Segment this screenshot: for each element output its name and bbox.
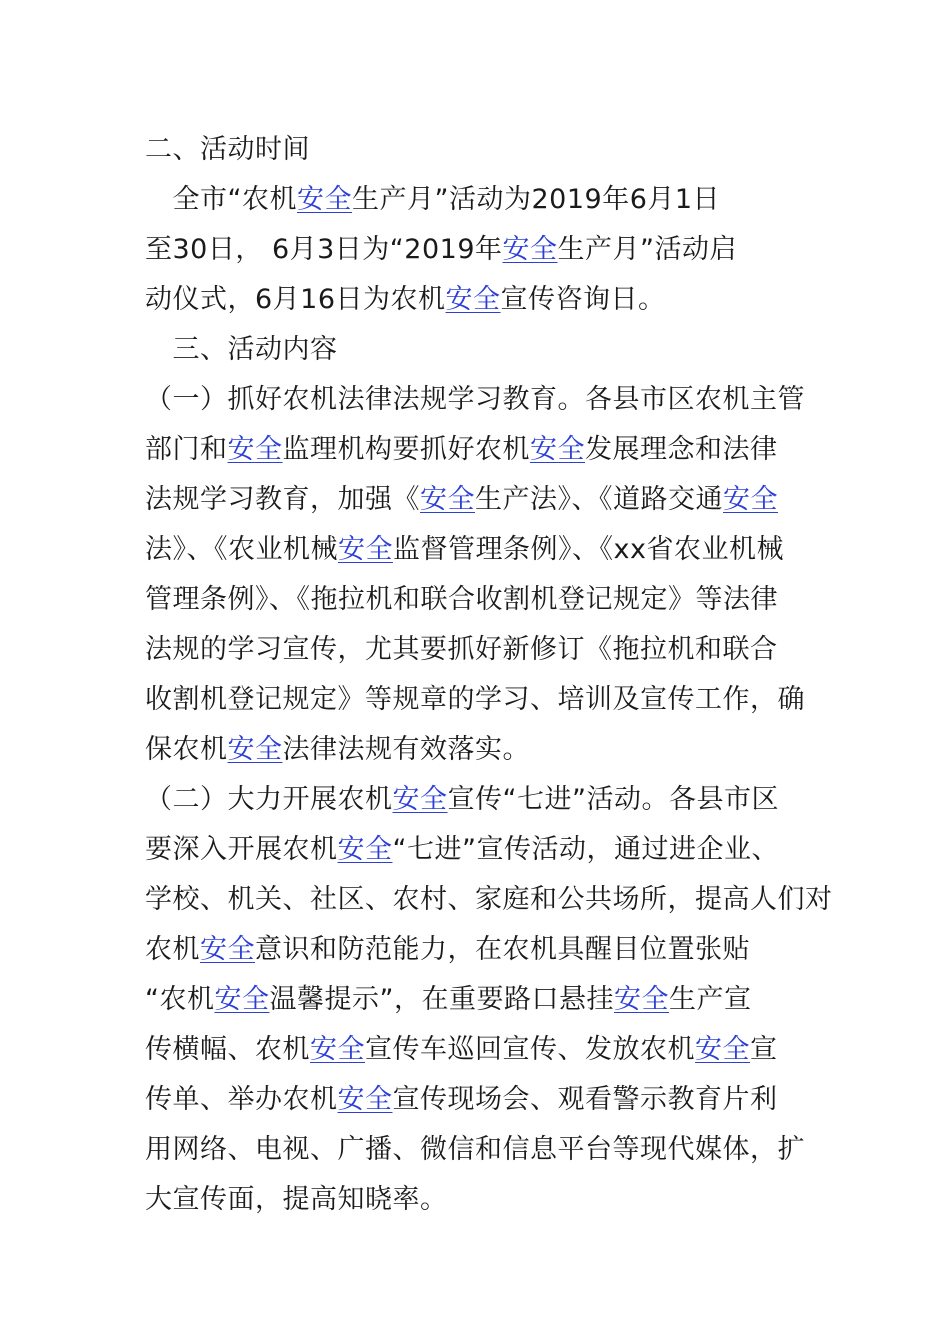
text-segment: 传横幅、农机 [145,1034,310,1065]
paragraph-line [145,925,750,975]
text-segment: 宣传“七进”活动。各县市区 [447,784,779,815]
keyword-link[interactable]: 安全 [614,984,669,1015]
text-segment: 监理机构要抓好农机 [282,434,530,465]
paragraph-line [145,275,666,325]
text-segment: 部门和 [145,434,228,465]
text-segment: 法规的学习宣传，尤其要抓好新修订《拖拉机和联合 [145,634,778,665]
paragraph-line [145,975,752,1025]
text-segment: 要深入开展农机 [145,834,338,865]
text-segment: 农机 [145,934,200,965]
paragraph-line [145,1125,805,1175]
text-segment: “农机 [145,984,215,1015]
text-segment: （二）大力开展农机 [145,784,393,815]
paragraph-line [145,225,737,275]
keyword-link[interactable]: 安全 [227,734,283,765]
paragraph-line [145,375,805,425]
text-segment: 法律法规有效落实。 [282,734,530,765]
keyword-link[interactable]: 安全 [530,434,585,465]
section-heading-activity-time: 二、活动时间 [145,134,310,165]
text-segment: 法》、《农业机械 [145,534,338,565]
paragraph-line [145,675,805,725]
keyword-link[interactable]: 安全 [337,1084,393,1115]
section-heading-activity-content: 三、活动内容 [145,334,338,365]
text-segment: 保农机 [145,734,228,765]
text-segment: 全市“农机 [145,184,297,215]
text-segment: 意识和防范能力，在农机具醒目位置张贴 [255,934,750,965]
paragraph-line [145,875,833,925]
paragraph-line [145,475,778,525]
text-segment: 大宣传面，提高知晓率。 [145,1184,448,1215]
keyword-link[interactable]: 安全 [338,534,393,565]
paragraph-line [145,775,779,825]
paragraph-line [145,1175,448,1225]
paragraph-line [145,175,720,225]
keyword-link[interactable]: 安全 [445,284,501,315]
paragraph-line [145,825,779,875]
text-segment: 温馨提示”，在重要路口悬挂 [269,984,614,1015]
keyword-link[interactable]: 安全 [502,234,558,265]
text-segment: 动仪式，6月16日为农机 [145,284,446,315]
text-segment: 宣传咨询日。 [500,284,666,315]
keyword-link[interactable]: 安全 [392,784,448,815]
text-segment: 宣 [750,1034,778,1065]
text-segment: 生产法》、《道路交通 [475,484,723,515]
keyword-link[interactable]: 安全 [695,1034,750,1065]
text-segment: 宣传现场会、观看警示教育片利 [392,1084,778,1115]
paragraph-line [145,575,778,625]
keyword-link[interactable]: 安全 [214,984,270,1015]
text-segment: 监督管理条例》、《xx省农业机械 [393,534,784,565]
text-segment: 管理条例》、《拖拉机和联合收割机登记规定》等法律 [145,584,778,615]
keyword-link[interactable]: 安全 [420,484,475,515]
text-segment: 用网络、电视、广播、微信和信息平台等现代媒体，扩 [145,1134,805,1165]
text-segment: 至30日， 6月3日为“2019年 [145,234,503,265]
text-segment: 传单、举办农机 [145,1084,338,1115]
keyword-link[interactable]: 安全 [227,434,283,465]
keyword-link[interactable]: 安全 [297,184,352,215]
text-segment: 宣传车巡回宣传、发放农机 [365,1034,695,1065]
text-segment: 生产宣 [669,984,752,1015]
paragraph-line [145,1075,778,1125]
keyword-link[interactable]: 安全 [723,484,778,515]
text-segment: 生产月”活动启 [557,234,737,265]
text-segment: 法规学习教育，加强《 [145,484,420,515]
paragraph-line [145,725,530,775]
paragraph-line [145,525,784,575]
paragraph-line [145,425,778,475]
text-segment: “七进”宣传活动，通过进企业、 [392,834,779,865]
text-segment: 发展理念和法律 [585,434,778,465]
text-segment: （一）抓好农机法律法规学习教育。各县市区农机主管 [145,384,805,415]
keyword-link[interactable]: 安全 [200,934,255,965]
paragraph-line [145,625,778,675]
text-segment: 收割机登记规定》等规章的学习、培训及宣传工作，确 [145,684,805,715]
keyword-link[interactable]: 安全 [310,1034,365,1065]
paragraph-line [145,1025,778,1075]
keyword-link[interactable]: 安全 [337,834,393,865]
text-segment: 生产月”活动为2019年6月1日 [352,184,721,215]
text-segment: 学校、机关、社区、农村、家庭和公共场所，提高人们对 [145,884,833,915]
